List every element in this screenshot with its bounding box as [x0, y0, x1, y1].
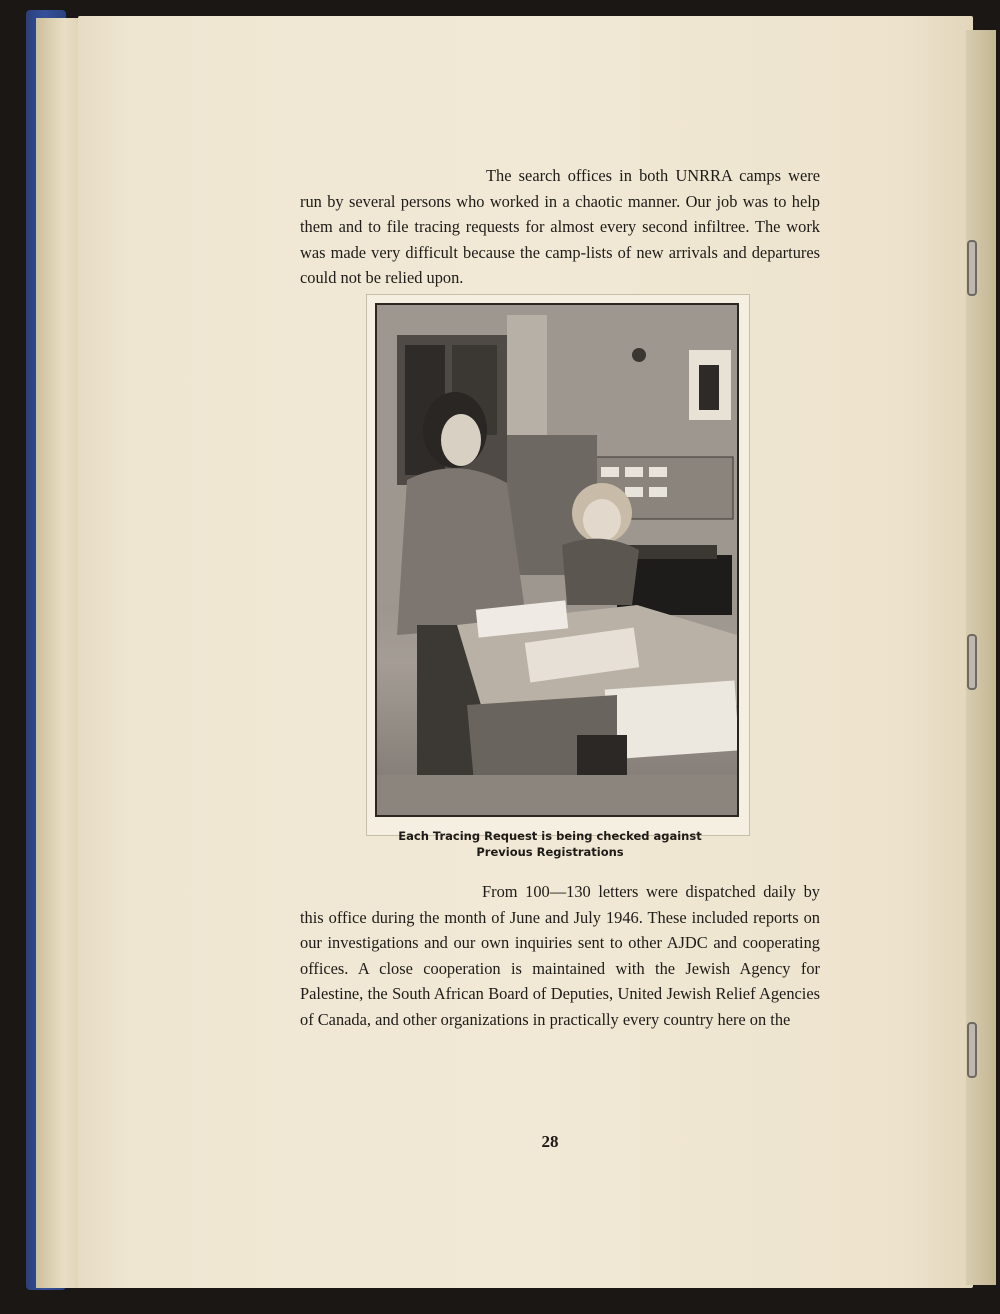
photo-illustration: [377, 305, 737, 815]
photo-mount: [366, 294, 750, 836]
staple: [967, 1022, 977, 1078]
staple: [967, 240, 977, 296]
caption-line-2: Previous Registrations: [476, 845, 624, 859]
paragraph-letters-dispatched: From 100—130 letters were dispatched daily by this office during the month of June and July 1946. These included reports on our investigations and our own inquiries sent to other AJDC and cooperating offices. A close cooperation is maintained with the Jewish Agency for Palestine, the South African Board of Deputies, United Jewish Relief Agencies of Canada, and other organizations in practically every country here on the: [300, 882, 820, 1029]
photo-caption: [340, 828, 760, 860]
paragraph-search-offices: The search offices in both UNRRA camps were run by several persons who worked in a chaotic manner. Our job was to help them and to file tracing requests for almost every second infiltree. The work was made very difficult because the camp-lists of new arrivals and departures could not be relied upon.: [300, 166, 820, 288]
caption-line-1: Each Tracing Request is being checked against: [398, 829, 702, 843]
staple: [967, 634, 977, 690]
office-photograph: [375, 303, 739, 817]
page-number: 28: [541, 1132, 559, 1151]
